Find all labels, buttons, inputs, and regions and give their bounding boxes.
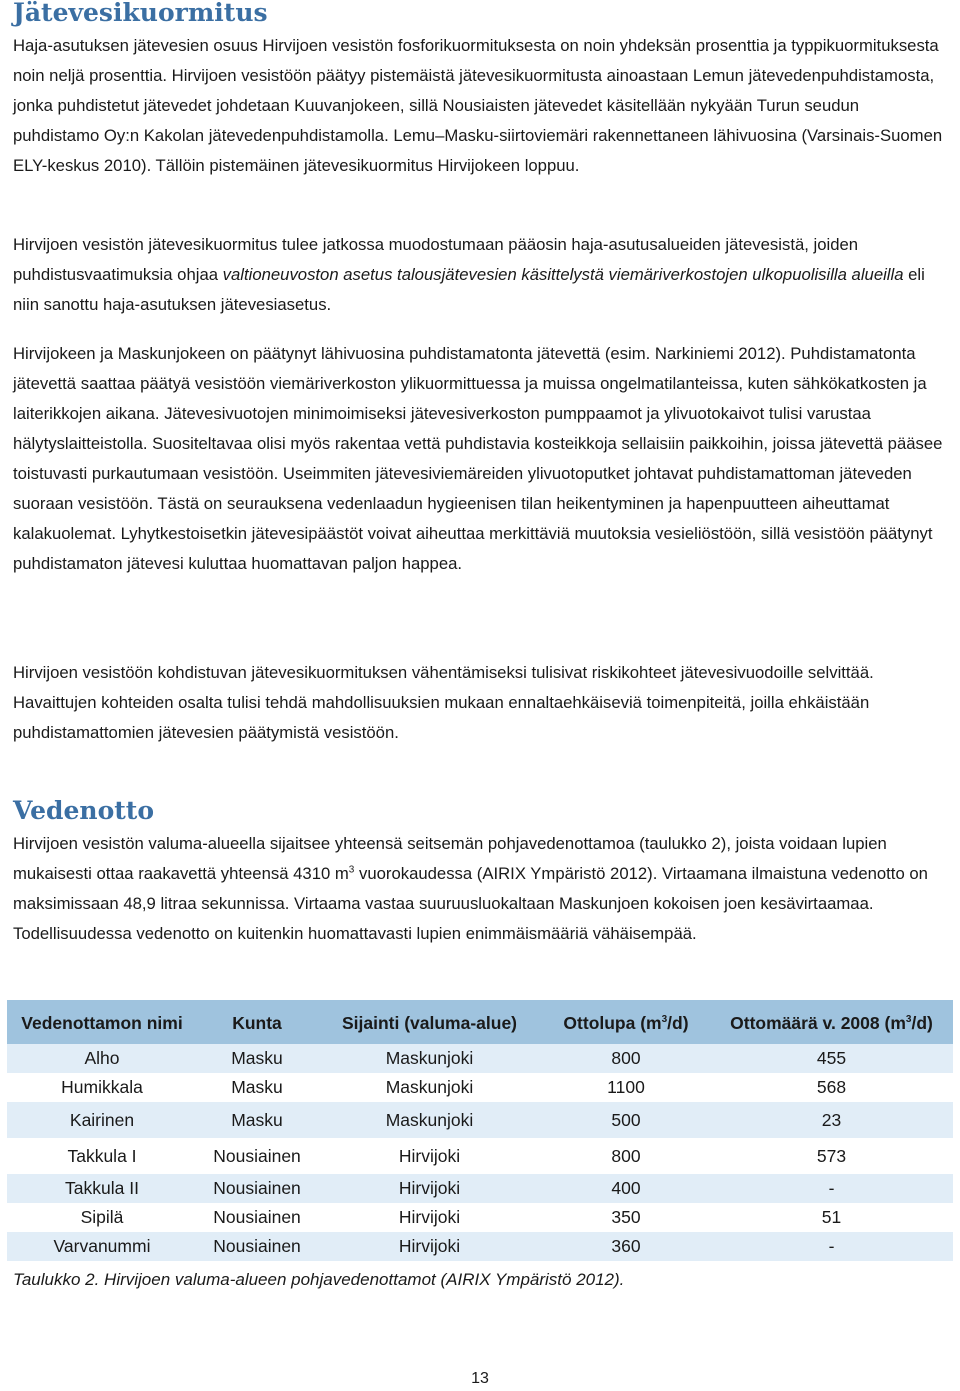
paragraph-future-load [13, 230, 948, 320]
table-row [7, 1138, 953, 1174]
page-number: 13 [471, 1370, 489, 1387]
cell-kunta: Masku [197, 1073, 317, 1102]
cell-sijainti: Maskunjoki [317, 1073, 542, 1102]
superscript: 3 [348, 864, 355, 876]
header-name: Vedenottamon nimi [7, 1000, 197, 1044]
cell-kunta: Masku [197, 1102, 317, 1138]
cell-ottomaara: - [710, 1174, 953, 1203]
header-ottomaara: Ottomäärä v. 2008 $(m^3/d)$ [710, 1000, 953, 1044]
cell-ottolupa: 500 [542, 1102, 710, 1138]
table-row [7, 1232, 953, 1261]
paragraph-text: Hirvijoen vesistön jätevesikuormitus tulee jatkossa muodostumaan pääosin haja-asutusalueiden jätevesistä, joiden puhdistusvaatimuksia ohjaa [13, 235, 859, 284]
cell-ottomaara: - [710, 1232, 953, 1261]
cell-name: Varvanummi [7, 1232, 197, 1261]
cell-ottolupa: 800 [542, 1138, 710, 1174]
cell-ottomaara: 455 [710, 1044, 953, 1073]
paragraph-text: Hirvijoen vesistön valuma-alueella sijaitsee yhteensä seitsemän pohjavedenottamoa (taulukko 2), joista voidaan lupien mukaisesti ottaa raakavettä yhteensä 4310 m [13, 834, 887, 883]
paragraph-intro: Haja-asutuksen jätevesien osuus Hirvijoen vesistön fosforikuormituksesta on noin yhdeksän prosenttia ja typpikuormituksesta noin neljä prosenttia. Hirvijoen vesistöön päätyy pistemäistä jätevesikuormitusta ainoastaan Lemun jätevedenpuhdistamosta, jonka puhdistetut jätevedet johdetaan Kuuvanjokeen, sillä Nousiaisten jätevedet käsitellään nykyään Turun seudun puhdistamo Oy:n Kakolan jätevedenpuhdistamolla. Lemu–Masku-siirtoviemäri rakennettaneen lähivuosina (Varsinais-Suomen ELY-keskus 2010). Tällöin pistemäinen jätevesikuormitus Hirvijokeen loppuu. [13, 36, 943, 175]
table-header-row [7, 1000, 953, 1044]
table-row [7, 1174, 953, 1203]
section-heading-jatevesikuormitus: Jätevesikuormitus [13, 0, 268, 27]
paragraph-text: vuorokaudessa (AIRIX Ympäristö 2012). Virtaamana ilmaistuna vedenotto on maksimissaan 48,9 litraa sekunnissa. Virtaama vastaa suuruusluokaltaan Maskunjoen kokoisen joen kesävirtaamaa. Todellisuudessa vedenotto on kuitenkin huomattavasti lupien enimmäismääriä vähäisempää. [13, 864, 928, 943]
cell-sijainti: Hirvijoki [317, 1232, 542, 1261]
paragraph-text: eli niin sanottu haja-asutuksen jätevesiasetus. [13, 265, 925, 314]
cell-name: Alho [7, 1044, 197, 1073]
cell-ottomaara: 568 [710, 1073, 953, 1102]
cell-ottolupa: 1100 [542, 1073, 710, 1102]
cell-sijainti: Hirvijoki [317, 1138, 542, 1174]
groundwater-intake-table [7, 1000, 953, 1261]
table-row [7, 1044, 953, 1073]
header-ottolupa: Ottolupa $(m^3/d)$ [542, 1000, 710, 1044]
paragraph-water-intake [13, 829, 948, 949]
cell-name: Kairinen [7, 1102, 197, 1138]
cell-name: Sipilä [7, 1203, 197, 1232]
italic-regulation-name: valtioneuvoston asetus talousjätevesien käsittelystä viemäriverkostojen ulkopuolisilla alueilla [222, 265, 904, 284]
cell-name: Takkula I [7, 1138, 197, 1174]
cell-kunta: Nousiainen [197, 1232, 317, 1261]
cell-ottomaara: 23 [710, 1102, 953, 1138]
table-caption: Taulukko 2. Hirvijoen valuma-alueen pohjavedenottamot (AIRIX Ympäristö 2012). [13, 1270, 625, 1289]
table-row [7, 1203, 953, 1232]
cell-name: Humikkala [7, 1073, 197, 1102]
cell-name: Takkula II [7, 1174, 197, 1203]
cell-kunta: Masku [197, 1044, 317, 1073]
header-sijainti: Sijainti (valuma-alue) [317, 1000, 542, 1044]
cell-ottomaara: 573 [710, 1138, 953, 1174]
paragraph-untreated-wastewater: Hirvijokeen ja Maskunjokeen on päätynyt lähivuosina puhdistamatonta jätevettä (esim. Narkiniemi 2012). Puhdistamatonta jätevettä saattaa päätyä vesistöön viemäriverkoston ylikuormittuessa ja muissa ongelmatilanteissa, kuten sähkökatkosten ja laiterikkojen aikana. Jätevesivuotojen minimoimiseksi jätevesiverkoston pumppaamot ja ylivuotokaivot tulisi varustaa hälytyslaitteistolla. Suositeltavaa olisi myös rakentaa vettä puhdistavia kosteikkoja sellaisiin paikkoihin, joissa jätevettä pääsee toistuvasti purkautumaan vesistöön. Useimmiten jätevesiviemäreiden ylivuotoputket johtavat puhdistamattoman jäteveden suoraan vesistöön. Tästä on seurauksena vedenlaadun hygieenisen tilan heikentyminen ja hapenpuutteen aiheuttamat kalakuolemat. Lyhytkestoisetkin jätevesipäästöt voivat aiheuttaa merkittäviä muutoksia vesieliöstöön, sillä vesistöön päätynyt puhdistamaton jätevesi kuluttaa huomattavan paljon happea. [13, 344, 943, 573]
cell-kunta: Nousiainen [197, 1203, 317, 1232]
table-row [7, 1073, 953, 1102]
header-kunta: Kunta [197, 1000, 317, 1044]
cell-kunta: Nousiainen [197, 1174, 317, 1203]
table-row [7, 1102, 953, 1138]
paragraph-risk-reduction: Hirvijoen vesistöön kohdistuvan jätevesikuormituksen vähentämiseksi tulisivat riskikohteet jätevesivuodoille selvittää. Havaittujen kohteiden osalta tulisi tehdä mahdollisuuksien mukaan ennaltaehkäiseviä toimenpiteitä, joilla ehkäistään puhdistamattomien jätevesien päätymistä vesistöön. [13, 663, 874, 742]
cell-sijainti: Hirvijoki [317, 1174, 542, 1203]
cell-kunta: Nousiainen [197, 1138, 317, 1174]
cell-sijainti: Maskunjoki [317, 1044, 542, 1073]
cell-sijainti: Hirvijoki [317, 1203, 542, 1232]
cell-ottolupa: 350 [542, 1203, 710, 1232]
cell-sijainti: Maskunjoki [317, 1102, 542, 1138]
section-heading-vedenotto: Vedenotto [13, 796, 155, 825]
cell-ottomaara: 51 [710, 1203, 953, 1232]
cell-ottolupa: 400 [542, 1174, 710, 1203]
cell-ottolupa: 800 [542, 1044, 710, 1073]
cell-ottolupa: 360 [542, 1232, 710, 1261]
